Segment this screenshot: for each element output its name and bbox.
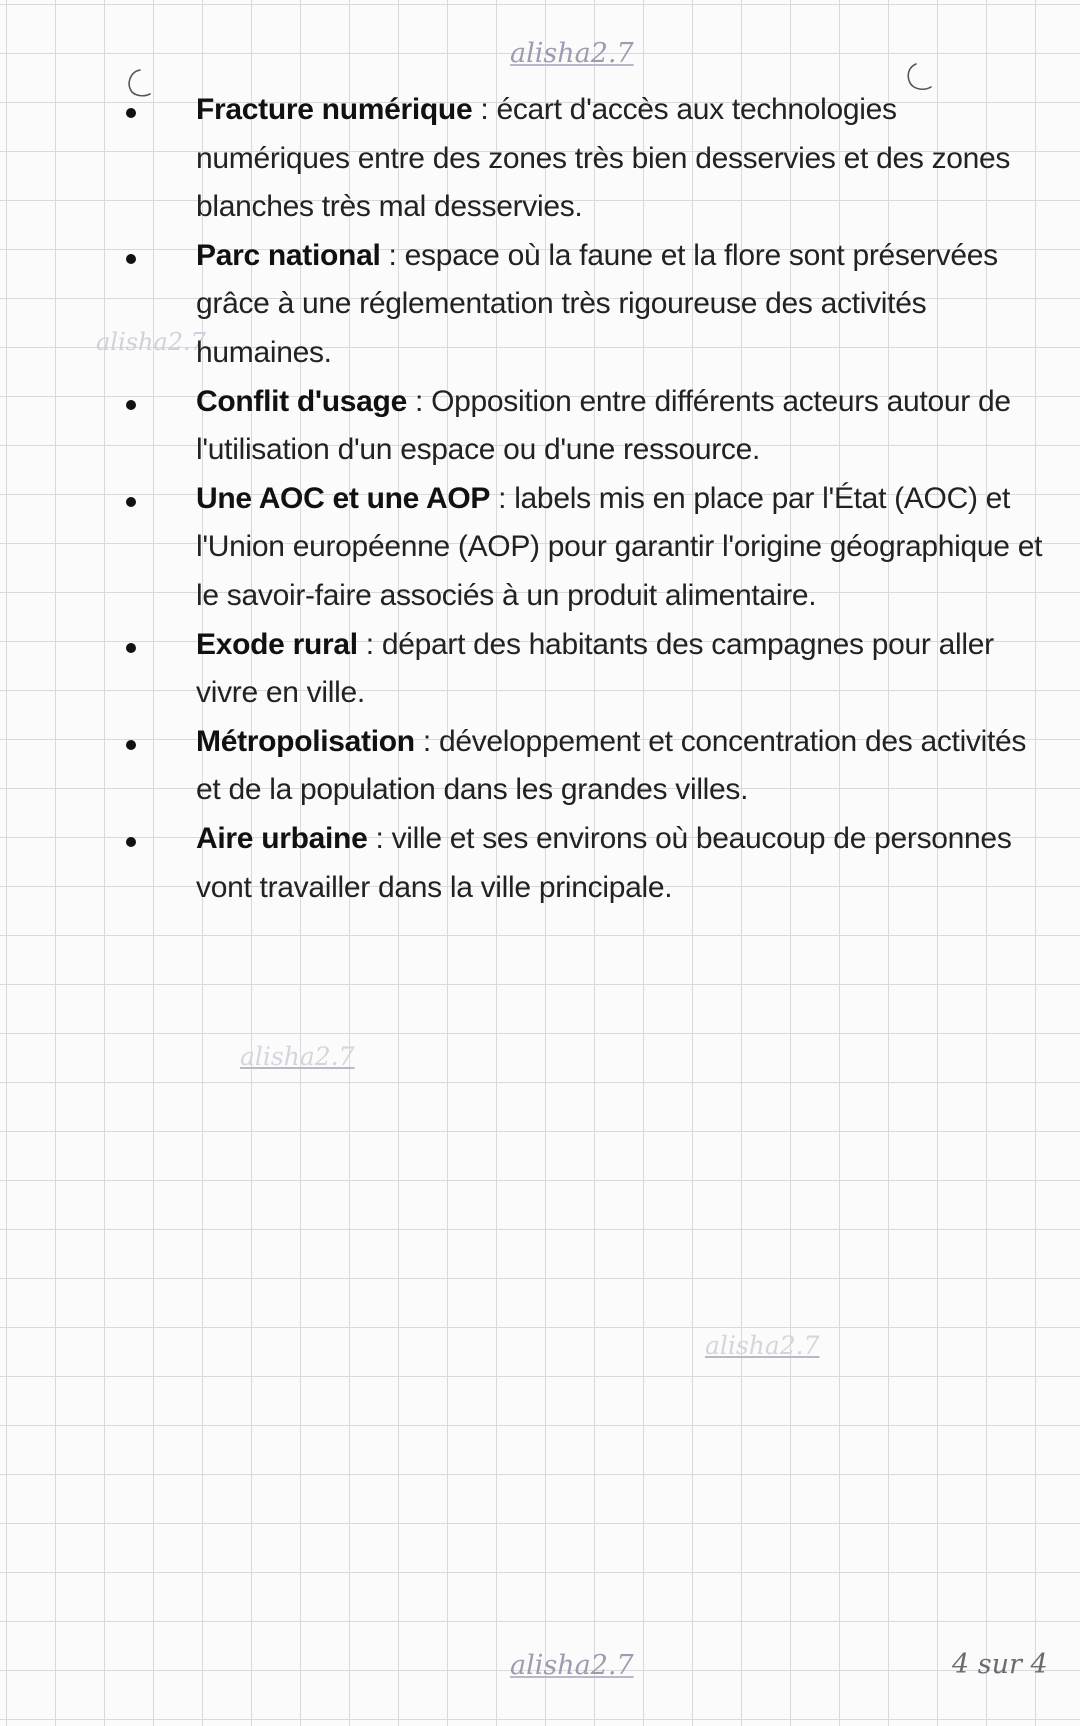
list-item <box>196 86 1046 232</box>
bullet-icon <box>126 837 136 847</box>
definition-term: Conflit d'usage <box>196 384 407 418</box>
definition-text: Opposition entre différents acteurs autour de l'utilisation d'un espace ou d'une ressource. <box>196 384 1011 467</box>
term-separator: : <box>357 627 382 661</box>
list-item <box>196 815 1046 912</box>
definition-text: écart d'accès aux technologies numériques entre des zones très bien desservies et des zones blanches très mal desservies. <box>196 93 1011 224</box>
crescent-moon-icon <box>122 68 152 98</box>
term-separator: : <box>490 481 515 515</box>
list-item <box>196 378 1046 475</box>
definition-text: espace où la faune et la flore sont préservées grâce à une réglementation très rigoureuse des activités humaines. <box>196 238 998 369</box>
bullet-icon <box>126 254 136 264</box>
bullet-icon <box>126 740 136 750</box>
bullet-icon <box>126 400 136 410</box>
list-item <box>196 475 1046 621</box>
watermark-middle: alisha2.7 <box>240 1042 355 1071</box>
term-separator: : <box>367 821 392 855</box>
definition-term: Métropolisation <box>196 724 415 758</box>
definition-text: ville et ses environs où beaucoup de personnes vont travailler dans la ville principale. <box>196 821 1012 904</box>
definition-text: labels mis en place par l'État (AOC) et l'Union européenne (AOP) pour garantir l'origine géographique et le savoir-faire associés à un produit alimentaire. <box>196 481 1043 612</box>
definition-list <box>196 86 1046 912</box>
list-item <box>196 232 1046 378</box>
term-separator: : <box>406 384 432 418</box>
term-separator: : <box>380 238 405 272</box>
definition-text: développement et concentration des activités et de la population dans les grandes villes. <box>196 724 1027 807</box>
watermark-top: alisha2.7 <box>510 38 634 69</box>
definition-text: départ des habitants des campagnes pour aller vivre en ville. <box>196 627 994 710</box>
definition-term: Parc national <box>196 238 381 272</box>
definition-term: Une AOC et une AOP <box>196 481 491 515</box>
bullet-icon <box>126 497 136 507</box>
list-item <box>196 718 1046 815</box>
definition-term: Fracture numérique <box>196 93 473 126</box>
watermark-left: alisha2.7 <box>96 328 206 356</box>
list-item <box>196 621 1046 718</box>
watermark-right: alisha2.7 <box>705 1331 820 1360</box>
term-separator: : <box>472 93 497 126</box>
definition-term: Exode rural <box>196 627 358 661</box>
term-separator: : <box>414 724 439 758</box>
watermark-bottom: alisha2.7 <box>510 1650 634 1681</box>
bullet-icon <box>126 108 136 118</box>
bullet-icon <box>126 643 136 653</box>
definition-term: Aire urbaine <box>196 821 368 855</box>
page-number: 4 sur 4 <box>952 1649 1048 1680</box>
